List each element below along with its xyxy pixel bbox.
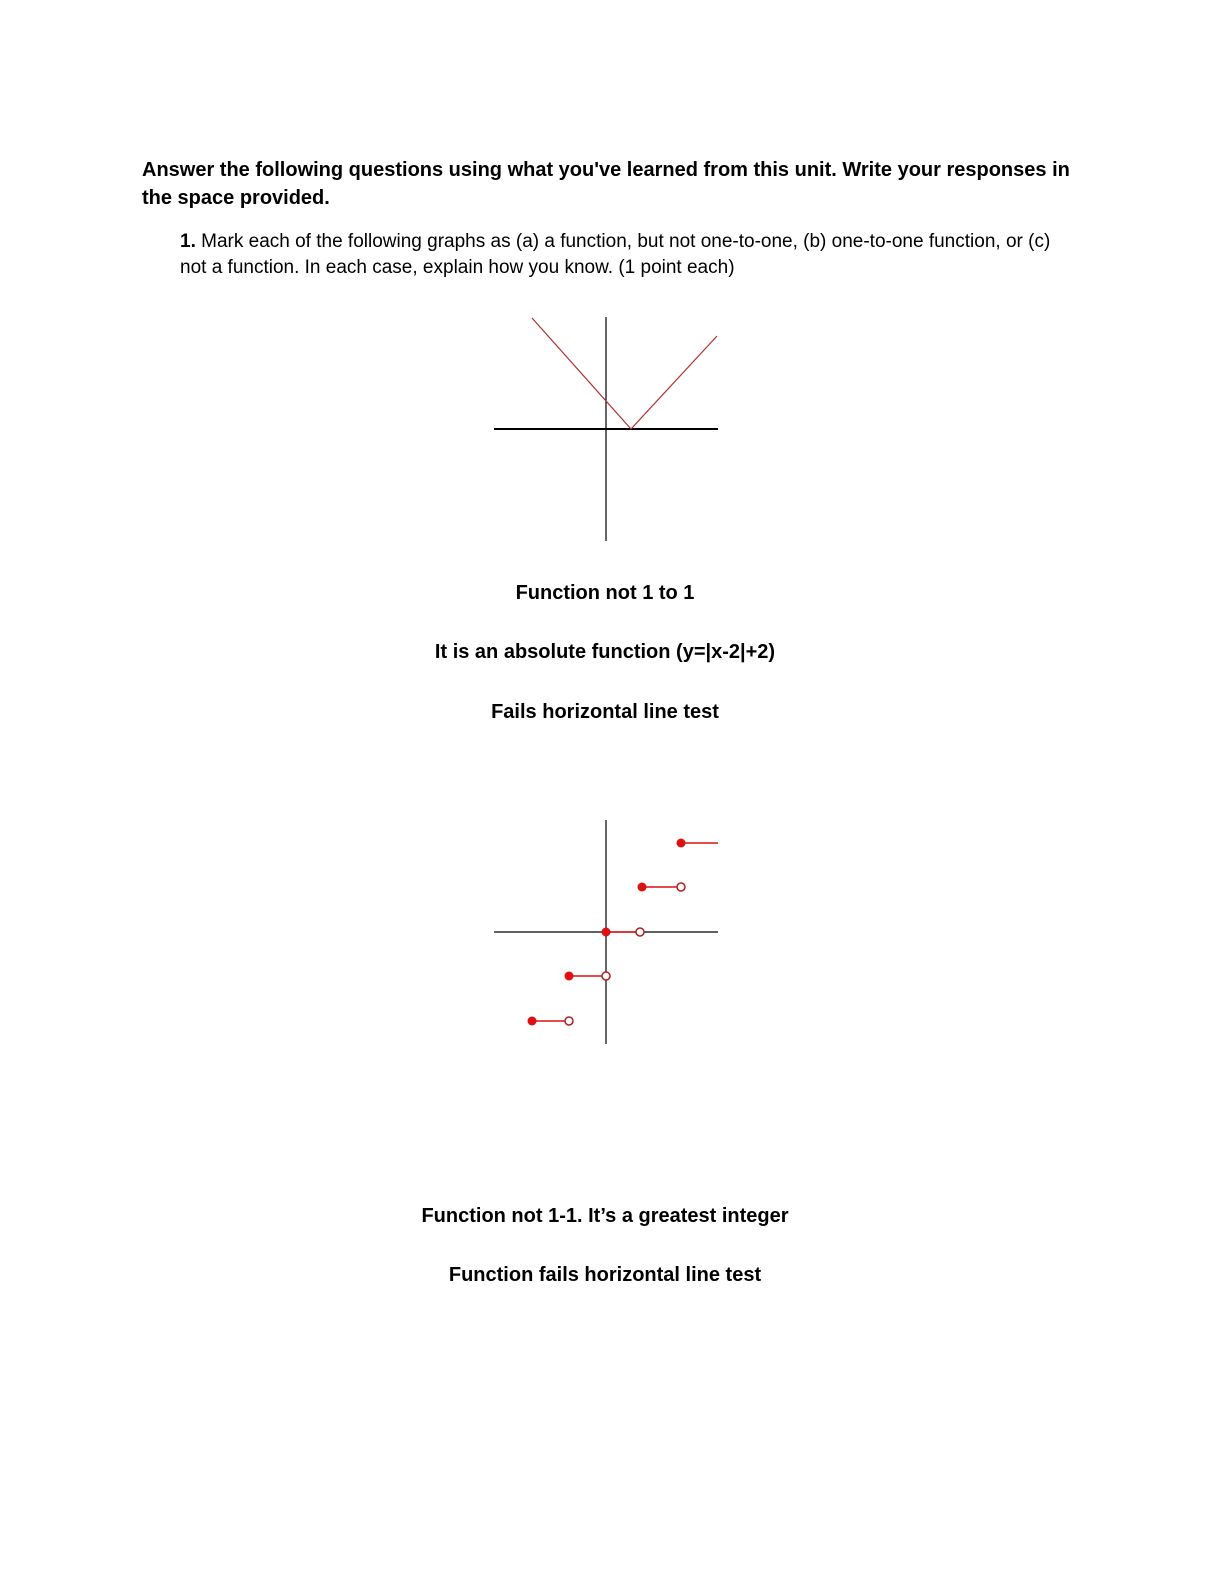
greatest-integer-graph xyxy=(494,820,718,1044)
question-1 xyxy=(180,229,1080,281)
open-endpoint xyxy=(677,883,685,891)
open-endpoint xyxy=(602,972,610,980)
open-endpoint xyxy=(565,1017,573,1025)
instructions-heading: Answer the following questions using what you've learned from this unit. Write your responses in the space provided. xyxy=(142,159,1070,209)
absolute-value-curve xyxy=(532,318,717,429)
absolute-value-graph xyxy=(494,317,718,541)
open-endpoint xyxy=(636,928,644,936)
answer-2-line-2: Function fails horizontal line test xyxy=(448,1264,762,1286)
closed-endpoint xyxy=(528,1017,537,1026)
question-number: 1. xyxy=(180,231,196,252)
question-text: Mark each of the following graphs as (a) a function, but not one-to-one, (b) one-to-one function, or (c) not a function. In each case, explain how you know. (1 point each) xyxy=(180,231,1051,278)
answer-1-line-2: It is an absolute function (y=|x-2|+2) xyxy=(434,641,776,663)
step-segment xyxy=(638,883,686,892)
answer-2-line-1: Function not 1-1. It’s a greatest integer xyxy=(421,1205,789,1227)
answer-1-line-3: Fails horizontal line test xyxy=(491,701,719,723)
step-segment xyxy=(528,1017,574,1026)
answer-1-line-1: Function not 1 to 1 xyxy=(515,582,695,604)
step-segment xyxy=(602,928,645,937)
step-segment xyxy=(565,972,611,981)
closed-endpoint xyxy=(565,972,574,981)
closed-endpoint xyxy=(602,928,611,937)
closed-endpoint xyxy=(677,839,686,848)
closed-endpoint xyxy=(638,883,647,892)
step-segment xyxy=(677,839,719,848)
